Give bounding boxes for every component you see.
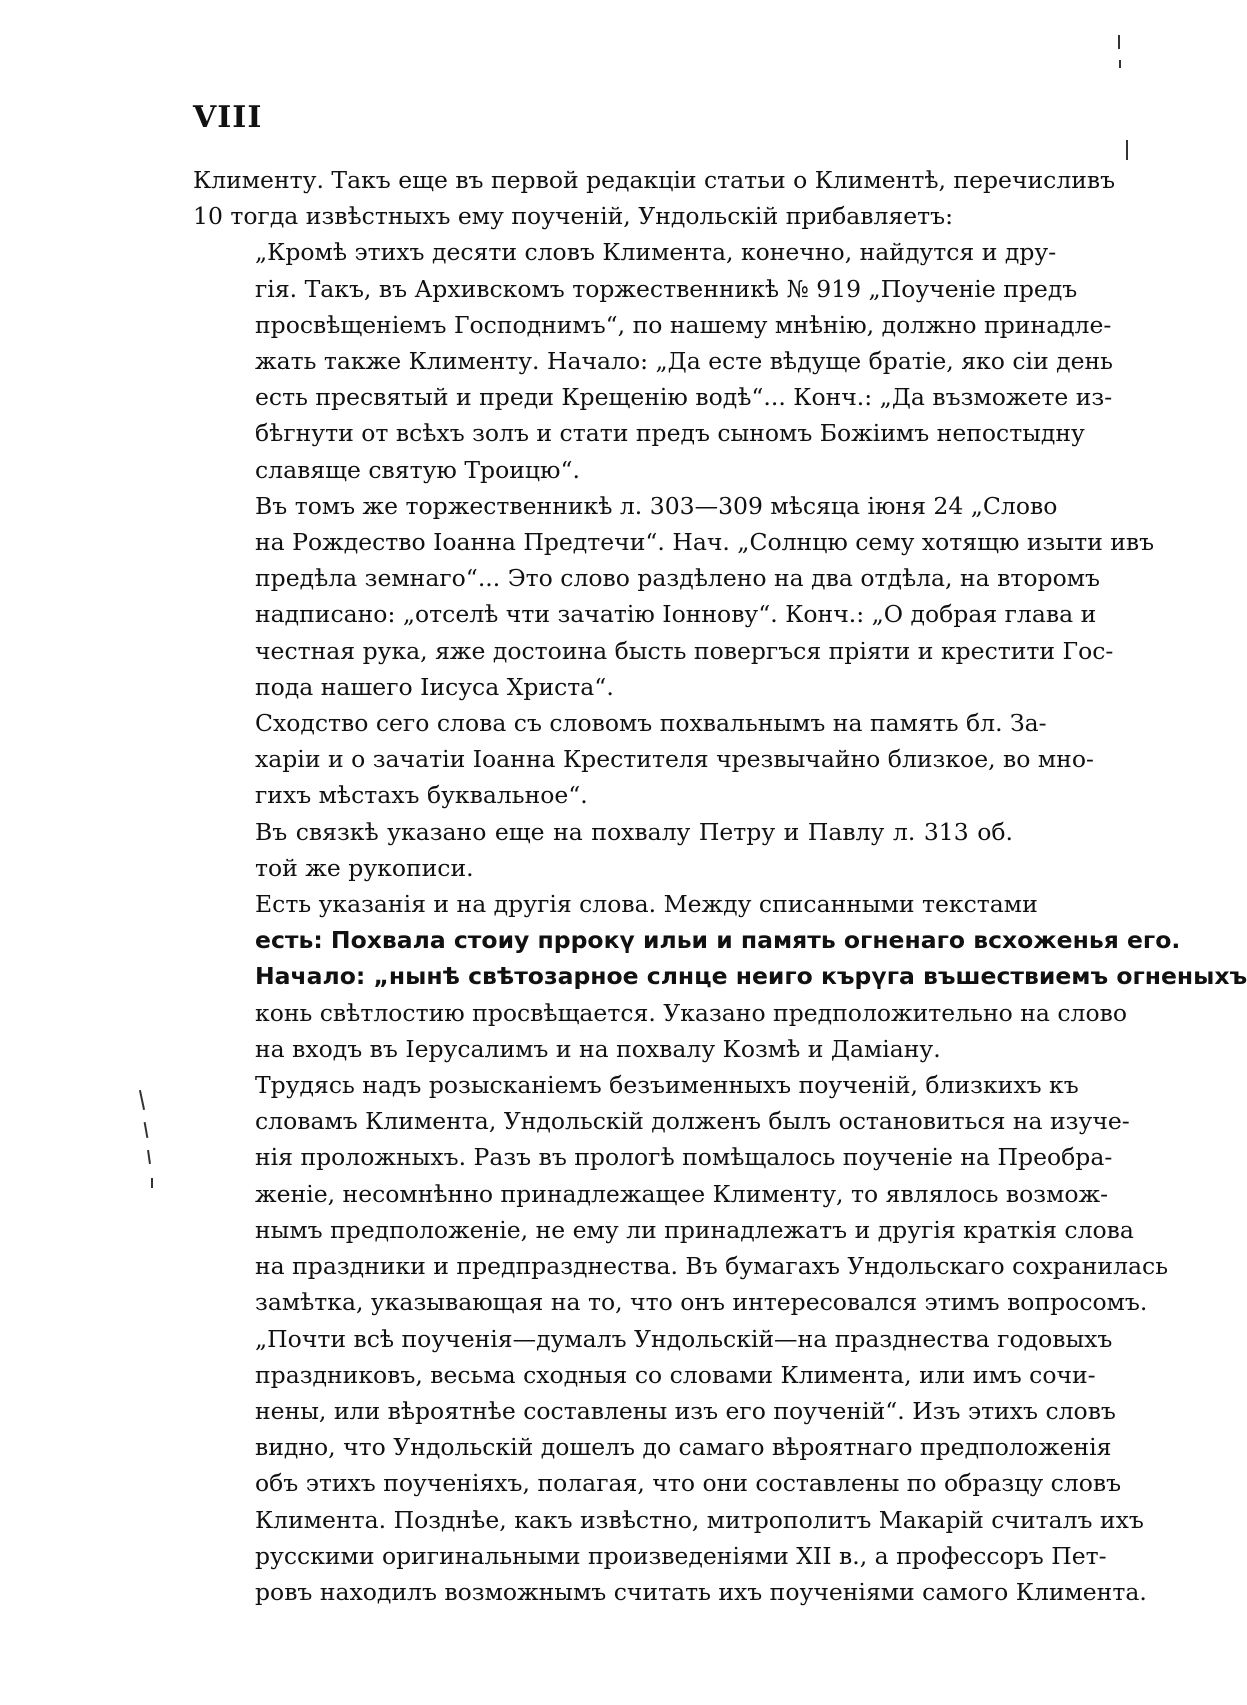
text-line: надписано: „отселѣ чти зачатію Іоннову“. Конч.: „О добрая глава и [255, 600, 1097, 629]
paragraph-5 [193, 814, 1013, 886]
text-line: на Рождество Іоанна Предтечи“. Нач. „Солнцю сему хотящю изыти ивъ [255, 528, 1155, 557]
text-line: объ этихъ поученіяхъ, полагая, что они составлены по образцу словъ [255, 1469, 1122, 1498]
text-line: нія проложныхъ. Разъ въ прологѣ помѣщалось поученіе на Преобра- [255, 1143, 1113, 1172]
text-line: видно, что Ундольскій дошелъ до самаго вѣроятнаго предположенія [255, 1433, 1112, 1462]
text-line: Климента. Позднѣе, какъ извѣстно, митрополитъ Макарій считалъ ихъ [255, 1505, 1144, 1534]
text-line: конь свѣтлостию просвѣщается. Указано предположительно на слово [255, 998, 1127, 1027]
text-line: просвѣщеніемъ Господнимъ“, по нашему мнѣнію, должно принадле- [255, 310, 1112, 339]
text-line: праздниковъ, весьма сходныя со словами Климента, или имъ сочи- [255, 1360, 1096, 1389]
text-line: харіи и о зачатіи Іоанна Крестителя чрезвычайно близкое, во мно- [255, 745, 1094, 774]
text-line: Въ томъ же торжественникѣ л. 303—309 мѣсяца іюня 24 „Слово [255, 491, 1058, 520]
text-line-church-slavonic: Начало: „нынѣ свѣтозарное слнце неиго кърүга въшествиемъ огненыхъ [255, 962, 1247, 991]
text-line: женіе, несомнѣнно принадлежащее Клименту, то являлось возмож- [255, 1179, 1109, 1208]
margin-pencil-mark [151, 1178, 153, 1188]
paragraph-4 [193, 705, 1094, 814]
page-number: VIII [193, 100, 263, 135]
paragraph-1 [193, 162, 1116, 234]
edge-mark [1118, 35, 1120, 49]
text-line: гія. Такъ, въ Архивскомъ торжественникѣ № 919 „Поученіе предъ [255, 274, 1078, 303]
text-line: предѣла земнаго“... Это слово раздѣлено на два отдѣла, на второмъ [255, 564, 1100, 593]
text-line: русскими оригинальными произведеніями XII в., а профессоръ Пет- [255, 1541, 1107, 1570]
paragraph-7 [193, 1067, 1168, 1610]
text-line: Въ связкѣ указано еще на похвалу Петру и Павлу л. 313 об. [255, 817, 1013, 846]
text-line: Трудясь надъ розысканіемъ безъименныхъ поученій, близкихъ къ [255, 1071, 1079, 1100]
text-line: бѣгнути от всѣхъ золъ и стати предъ сыномъ Божіимъ непостыдну [255, 419, 1085, 448]
margin-pencil-mark [147, 1150, 151, 1164]
paragraph-2 [193, 234, 1113, 487]
text-line: ровъ находилъ возможнымъ считать ихъ поученіями самого Климента. [255, 1577, 1147, 1606]
text-line: замѣтка, указывающая на то, что онъ интересовался этимъ вопросомъ. [255, 1288, 1148, 1317]
text-line: жать также Клименту. Начало: „Да есте вѣдуще братіе, яко сіи день [255, 347, 1113, 376]
edge-mark [1126, 140, 1128, 160]
text-line: Есть указанія и на другія слова. Между списанными текстами [255, 890, 1038, 919]
margin-pencil-mark [144, 1122, 149, 1138]
text-line: Клименту. Такъ еще въ первой редакціи статьи о Климентѣ, перечисливъ [193, 166, 1116, 194]
text-line: нымъ предположеніе, не ему ли принадлежатъ и другія краткія слова [255, 1215, 1134, 1244]
text-line: есть пресвятый и преди Крещенію водѣ“... Конч.: „Да възможете из- [255, 383, 1113, 412]
text-line: „Кромѣ этихъ десяти словъ Климента, конечно, найдутся и дру- [255, 238, 1057, 267]
text-line: Сходство сего слова съ словомъ похвальнымъ на память бл. За- [255, 709, 1047, 738]
paragraph-3 [193, 488, 1155, 705]
margin-pencil-mark [139, 1090, 145, 1110]
text-line: на праздники и предпразднества. Въ бумагахъ Ундольскаго сохранилась [255, 1252, 1168, 1281]
text-line: гихъ мѣстахъ буквальное“. [255, 781, 588, 810]
text-line: славяще святую Троицю“. [255, 455, 580, 484]
text-line: честная рука, яже достоина бысть повергъся пріяти и крестити Гос- [255, 636, 1114, 665]
text-line: пода нашего Іисуса Христа“. [255, 672, 614, 701]
edge-mark [1119, 60, 1121, 68]
paragraph-6 [193, 886, 1247, 1067]
text-line-church-slavonic: есть: Похвала стоиу пррокү ильи и память огненаго всхоженья его. [255, 926, 1181, 955]
body-text [193, 162, 1247, 1610]
text-line: 10 тогда извѣстныхъ ему поученій, Ундольскій прибавляетъ: [193, 202, 953, 231]
text-line: на входъ въ Іерусалимъ и на похвалу Козмѣ и Даміану. [255, 1034, 941, 1063]
text-line: той же рукописи. [255, 853, 474, 882]
text-line: „Почти всѣ поученія—думалъ Ундольскій—на празднества годовыхъ [255, 1324, 1113, 1353]
text-line: нены, или вѣроятнѣе составлены изъ его поученій“. Изъ этихъ словъ [255, 1396, 1116, 1425]
text-line: словамъ Климента, Ундольскій долженъ былъ остановиться на изуче- [255, 1107, 1130, 1136]
